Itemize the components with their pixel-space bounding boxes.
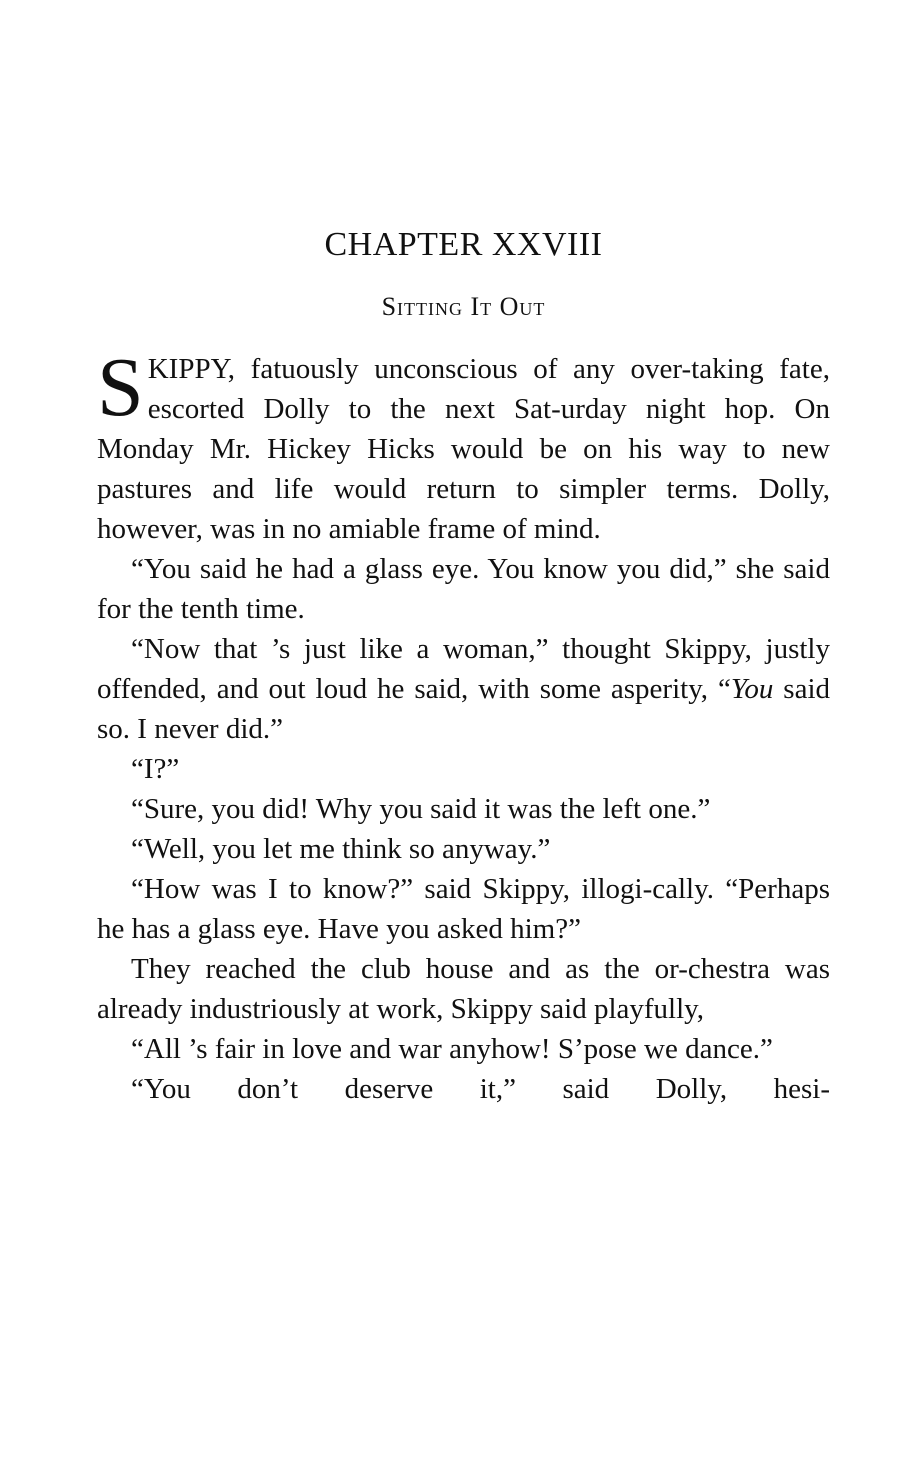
paragraph-2: “You said he had a glass eye. You know you did,” she said for the tenth time. [97,553,830,625]
chapter-body [97,341,830,1109]
paragraph-7: “How was I to know?” said Skippy, illogi-cally. “Perhaps he has a glass eye. Have you asked him?” [97,873,830,945]
paragraph-1-text: KIPPY, fatuously unconscious of any over-taking fate, escorted Dolly to the next Sat-urday night hop. On Monday Mr. Hickey Hicks would be on his way to new pastures and life would return to simpler terms. Dolly, however, was in no amiable frame of mind. [97,353,830,545]
paragraph-3-italic: You [730,673,774,705]
paragraph-3-text-start: “Now that ’s just like a woman,” thought Skippy, justly offended, and out loud he said, with some asperity, “ [97,633,830,705]
paragraph-5: “Sure, you did! Why you said it was the left one.” [131,793,711,825]
paragraph-9: “All ’s fair in love and war anyhow! S’pose we dance.” [131,1033,773,1065]
book-page [97,0,830,1462]
paragraph-6: “Well, you let me think so anyway.” [131,833,551,865]
paragraph-3 [97,629,830,749]
paragraph-8: They reached the club house and as the or-chestra was already industriously at work, Skippy said playfully, [97,953,830,1025]
paragraph-1 [97,341,830,549]
chapter-title: CHAPTER XXVIII [324,226,603,263]
chapter-subtitle: Sitting It Out [381,292,546,321]
paragraph-10: “You don’t deserve it,” said Dolly, hesi- [131,1073,830,1105]
drop-cap-letter: S [97,341,144,434]
paragraph-3-text-end: said so. I never did.” [97,673,830,745]
paragraph-4: “I?” [131,753,180,785]
